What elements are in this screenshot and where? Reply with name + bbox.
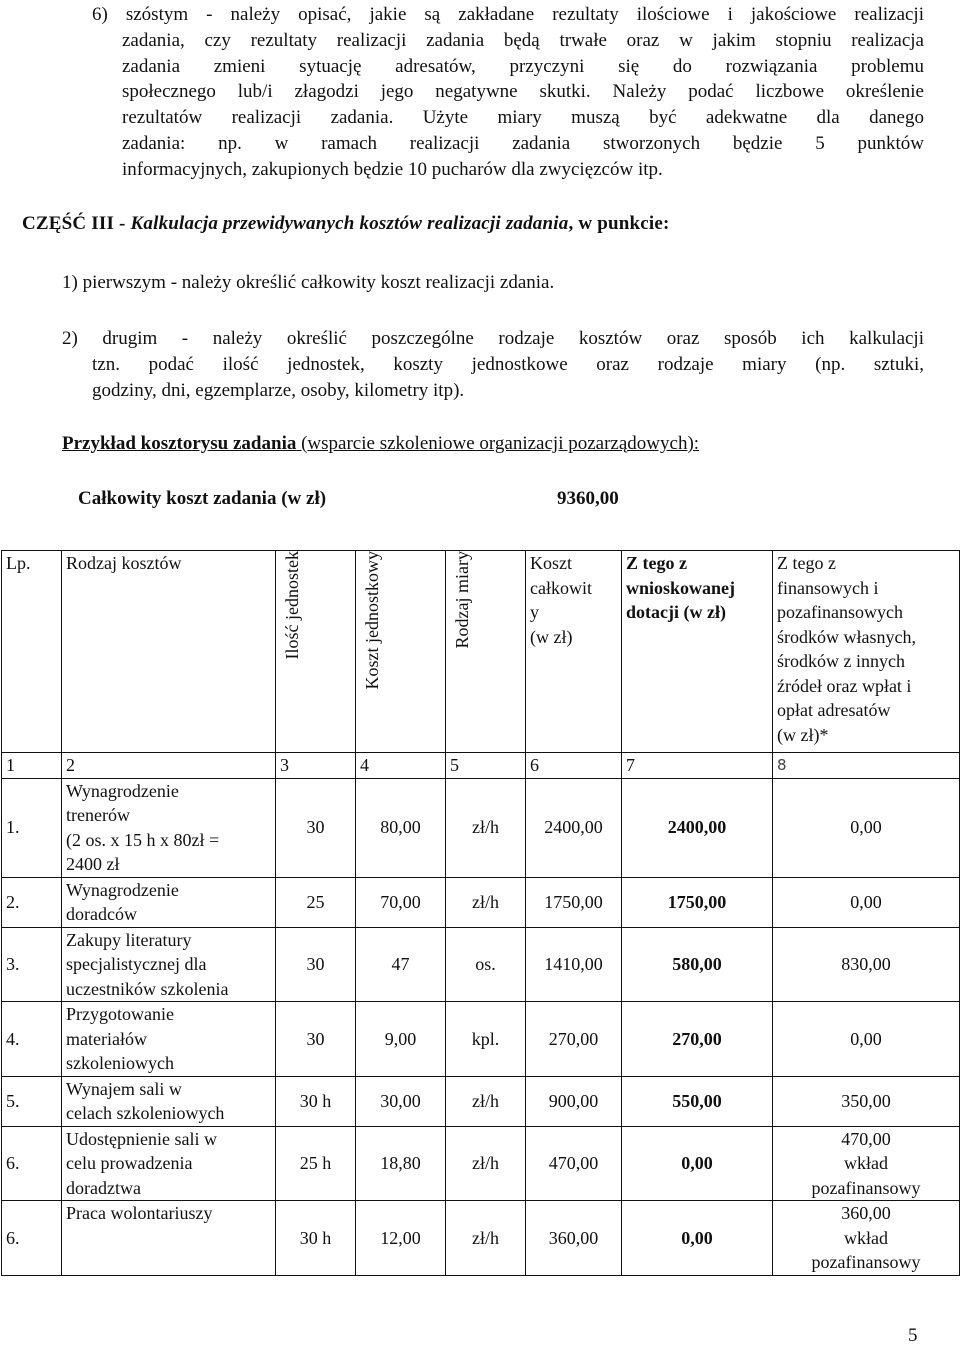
cell-measure: zł/h xyxy=(446,877,526,927)
table-row xyxy=(2,1126,960,1201)
cell-measure: zł/h xyxy=(446,778,526,877)
intro-line: informacyjnych, zakupionych będzie 10 pucharów dla zwycięzców itp. xyxy=(122,158,663,180)
section-suffix: , w punkcie: xyxy=(568,213,670,234)
cell-qty: 30 h xyxy=(276,1201,356,1276)
cell-grant: 2400,00 xyxy=(622,778,773,877)
cell-lp: 2. xyxy=(2,877,62,927)
table-row xyxy=(2,1002,960,1077)
cell-lp: 5. xyxy=(2,1076,62,1126)
table-row xyxy=(2,1201,960,1276)
cell-own: 0,00 xyxy=(773,778,960,877)
table-row xyxy=(2,927,960,1002)
cell-unit-cost: 70,00 xyxy=(356,877,446,927)
item-second xyxy=(62,326,924,404)
intro-line: rezultatów realizacji zadania. Użyte miary muszą być adekwatne dla danego xyxy=(122,107,924,129)
cell-lp: 3. xyxy=(2,927,62,1002)
cell-grant: 270,00 xyxy=(622,1002,773,1077)
table-row xyxy=(2,778,960,877)
cell-type: Przygotowanie materiałów szkoleniowych xyxy=(62,1002,276,1077)
cell-unit-cost: 12,00 xyxy=(356,1201,446,1276)
cell-total: 470,00 xyxy=(526,1126,622,1201)
intro-line: zadania zmieni sytuację adresatów, przyczyni się do rozwiązania problemu xyxy=(122,55,924,77)
cell-qty: 30 xyxy=(276,927,356,1002)
cell-type: Wynagrodzenie doradców xyxy=(62,877,276,927)
cell-total: 270,00 xyxy=(526,1002,622,1077)
cell-unit-cost: 18,80 xyxy=(356,1126,446,1201)
cell-unit-cost: 30,00 xyxy=(356,1076,446,1126)
intro-line: zadania: np. w ramach realizacji zadania stworzonych będzie 5 punktów xyxy=(122,132,924,154)
cell-measure: zł/h xyxy=(446,1076,526,1126)
cell-own: 0,00 xyxy=(773,877,960,927)
example-heading xyxy=(62,433,699,455)
item-second-line: 2) drugim - należy określić poszczególne rodzaje kosztów oraz sposób ich kalkulacji xyxy=(62,328,924,349)
cell-lp: 4. xyxy=(2,1002,62,1077)
header-row xyxy=(2,551,960,753)
cell-qty: 25 xyxy=(276,877,356,927)
cell-total: 1410,00 xyxy=(526,927,622,1002)
cell-measure: kpl. xyxy=(446,1002,526,1077)
cell-unit-cost: 47 xyxy=(356,927,446,1002)
cell-own: 0,00 xyxy=(773,1002,960,1077)
header-measure: Rodzaj miary xyxy=(446,551,526,753)
item-second-line: godziny, dni, egzemplarze, osoby, kilometry itp). xyxy=(92,380,465,401)
cell-type: Wynagrodzenie trenerów (2 os. x 15 h x 80zł = 2400 zł xyxy=(62,778,276,877)
header-qty: Ilość jednostek xyxy=(276,551,356,753)
intro-line: 6) szóstym - należy opisać, jakie są zakładane rezultaty ilościowe i jakościowe realizacji xyxy=(92,4,924,25)
cell-grant: 0,00 xyxy=(622,1201,773,1276)
cell-grant: 0,00 xyxy=(622,1126,773,1201)
intro-line: społecznego lub/i złagodzi jego negatywne skutki. Należy podać liczbowe określenie xyxy=(122,81,924,103)
column-number-row: 1 2 3 4 5 6 7 8 xyxy=(2,753,960,779)
intro-line: zadania, czy rezultaty realizacji zadania będą trwałe oraz w jakim stopniu realizacja xyxy=(122,29,924,51)
header-lp: Lp. xyxy=(2,551,62,753)
item-second-line: tzn. podać ilość jednostek, koszty jednostkowe oraz rodzaje miary (np. sztuki, xyxy=(92,354,924,375)
cost-table xyxy=(1,550,960,1276)
cell-type: Wynajem sali w celach szkoleniowych xyxy=(62,1076,276,1126)
header-unit-cost: Koszt jednostkowy xyxy=(356,551,446,753)
cell-total: 900,00 xyxy=(526,1076,622,1126)
header-grant: Z tego z wnioskowanej dotacji (w zł) xyxy=(622,551,773,753)
cell-type: Zakupy literatury specjalistycznej dla uczestników szkolenia xyxy=(62,927,276,1002)
example-label: Przykład kosztorysu zadania xyxy=(62,433,297,454)
cell-qty: 25 h xyxy=(276,1126,356,1201)
total-value: 9360,00 xyxy=(557,488,619,509)
cell-lp: 6. xyxy=(2,1126,62,1201)
cell-qty: 30 h xyxy=(276,1076,356,1126)
total-label: Całkowity koszt zadania (w zł) xyxy=(78,488,327,509)
table-row xyxy=(2,877,960,927)
section-title: Kalkulacja przewidywanych kosztów realizacji zadania xyxy=(130,213,569,234)
table-row xyxy=(2,1076,960,1126)
cell-lp: 6. xyxy=(2,1201,62,1276)
cell-own: 470,00 wkład pozafinansowy xyxy=(773,1126,960,1201)
cell-own: 360,00 wkład pozafinansowy xyxy=(773,1201,960,1276)
cell-measure: zł/h xyxy=(446,1126,526,1201)
section-heading xyxy=(22,213,670,235)
cell-grant: 550,00 xyxy=(622,1076,773,1126)
cell-measure: zł/h xyxy=(446,1201,526,1276)
cell-own: 830,00 xyxy=(773,927,960,1002)
cell-measure: os. xyxy=(446,927,526,1002)
section-prefix: CZĘŚĆ III - xyxy=(22,213,131,234)
cell-total: 1750,00 xyxy=(526,877,622,927)
cell-qty: 30 xyxy=(276,1002,356,1077)
cell-lp: 1. xyxy=(2,778,62,877)
cell-unit-cost: 9,00 xyxy=(356,1002,446,1077)
example-detail: (wsparcie szkoleniowe organizacji pozarządowych): xyxy=(296,433,700,454)
cell-grant: 1750,00 xyxy=(622,877,773,927)
cell-grant: 580,00 xyxy=(622,927,773,1002)
cell-unit-cost: 80,00 xyxy=(356,778,446,877)
cell-qty: 30 xyxy=(276,778,356,877)
header-total: Koszt całkowit y (w zł) xyxy=(526,551,622,753)
cell-type: Praca wolontariuszy xyxy=(62,1201,276,1276)
intro-paragraph xyxy=(92,2,924,183)
item-first: 1) pierwszym - należy określić całkowity koszt realizacji zdania. xyxy=(62,272,555,293)
cell-own: 350,00 xyxy=(773,1076,960,1126)
header-type: Rodzaj kosztów xyxy=(62,551,276,753)
page-number: 5 xyxy=(908,1325,918,1346)
header-own: Z tego z finansowych i pozafinansowych środków własnych, środków z innych źródeł oraz wpłat i opłat adresatów (w zł)* xyxy=(773,551,960,753)
cell-type: Udostępnienie sali w celu prowadzenia doradztwa xyxy=(62,1126,276,1201)
cell-total: 360,00 xyxy=(526,1201,622,1276)
cell-total: 2400,00 xyxy=(526,778,622,877)
